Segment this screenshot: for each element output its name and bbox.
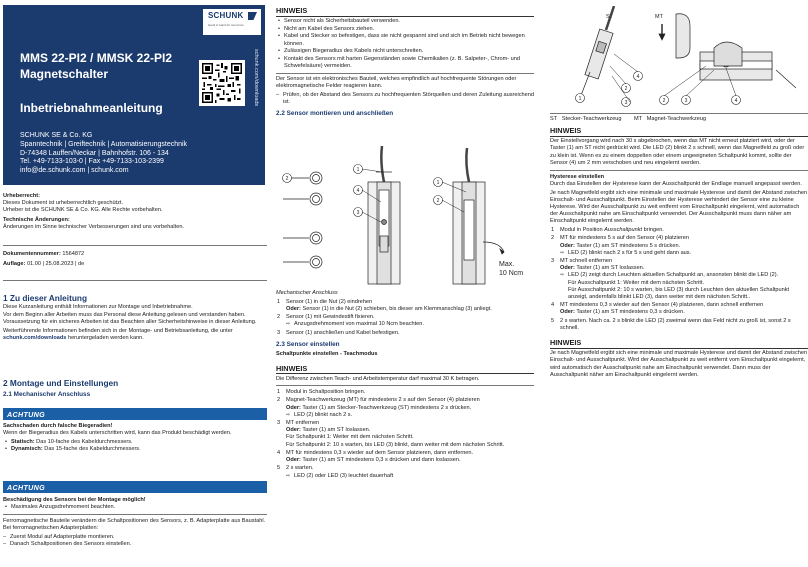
list-item: – Zuerst Modul auf Adapterplatte montieren. [3, 534, 267, 541]
section-2 [3, 378, 267, 399]
hysteresis-section [550, 126, 808, 380]
docnr-value: 1564872 [62, 251, 85, 257]
teach-tools-figure [550, 6, 806, 110]
item-label: Statisch: [11, 438, 35, 445]
company-address [20, 132, 187, 176]
item-text: Das 15-fache des Kabeldurchmessers. [42, 446, 141, 453]
step-alt-text: Taster (1) am ST mindestens 0,3 s drücken und dann loslassen. [300, 457, 461, 464]
step-number: 3 [277, 329, 281, 336]
or-label: Oder: [560, 242, 575, 249]
divider [550, 170, 808, 171]
document-type-title: Inbetriebnahmeanleitung [20, 101, 163, 115]
list-item: • Nicht am Kabel des Sensors ziehen. [276, 26, 534, 33]
step-number: 1 [551, 227, 555, 234]
item-text: Das 10-fache des Kabeldurchmessers. [34, 438, 133, 445]
warning-banner: ACHTUNG [3, 481, 267, 493]
callout-number: 3 [684, 98, 688, 104]
copyright-line: Urheber ist die SCHUNK SE & Co. KG. Alle Rechte vorbehalten. [3, 207, 163, 214]
or-label: Oder: [560, 265, 575, 272]
step [276, 450, 534, 464]
mt-label: MT [655, 14, 663, 20]
text: heruntergeladen werden kann. [66, 335, 144, 342]
step-number: 3 [551, 258, 555, 265]
step-text: Sensor (1) in die Nut (2) eindrehen [286, 298, 373, 305]
callout-number: 2 [662, 98, 666, 104]
teach-tools-illustration [550, 6, 806, 110]
text: Weiterführende Informationen befinden sich in der Montage- und Betriebsanleitung, die unter [3, 328, 233, 335]
step-note: Für Ausschaltpunkt 1: Weiter mit dem nächsten Schritt. [568, 279, 705, 286]
copyright-block [3, 193, 267, 231]
callout-number: 4 [734, 98, 738, 104]
step [550, 302, 808, 316]
paragraph: Je nach Magnetfeld ergibt sich eine minimale und maximale Hysterese und damit der Abstand zwischen Einschalt- und Ausschaltpunkt. Wird der Ausschaltpunkt zu weit entfernt vom Einschaltpunkt eingelernt, wird automatisch der Ausschaltpunkt nahe am Einschaltpunkt verwendet. Dann muss der Ausschaltpunkt näher am Einschaltpunkt eingelernt werden. [550, 350, 808, 378]
copyright-heading: Urheberrecht: [3, 193, 40, 199]
notice-heading: HINWEIS [550, 126, 808, 137]
divider [3, 245, 267, 246]
addr-line: D-74348 Lauffen/Neckar | Bahnhofstr. 106 - 134 [20, 149, 169, 157]
step [276, 420, 534, 449]
docnr-label: Dokumentennummer: [3, 251, 61, 257]
step-alt-text: Taster (1) am Stecker-Teachwerkzeug (ST) mindestens 2 s drücken. [300, 404, 472, 411]
divider [276, 385, 534, 386]
step-text: Modul in Position [560, 227, 605, 234]
list-item: – Danach Schaltpositionen des Sensors einstellen. [3, 541, 267, 548]
paragraph: Durch das Einstellen der Hysterese kann der Ausschaltpunkt der Endlage manuell angepasst werden. [550, 181, 802, 188]
steps-mounting [276, 290, 534, 481]
logo-tagline: Hand in hand for tomorrow [208, 23, 244, 27]
step-result: ⇨ LED (2) blinkt nach 2 s für 5 s und geht dann aus. [560, 250, 808, 257]
notice-heading: HINWEIS [276, 364, 534, 375]
dash-list [276, 92, 534, 106]
section-2-title: 2 Montage und Einstellungen [3, 378, 119, 388]
callout-number: 1 [356, 167, 360, 173]
list-item: • Sensor nicht als Sicherheitsbauteil verwenden. [276, 18, 534, 25]
logo-wordmark: SCHUNK [208, 11, 244, 20]
divider [3, 280, 267, 281]
paragraph: Ferromagnetische Bauteile verändern die Schaltpositionen des Sensors, z. B. Adapterplatte aus Baustahl. Bei ferromagnetischen Adapterplatten: [3, 518, 266, 532]
step-alt-text: Taster (1) am ST mindestens 5 s drücken. [574, 242, 681, 249]
paragraph: Die Differenz zwischen Teach- und Arbeitstemperatur darf maximal 30 K betragen. [276, 375, 480, 382]
mounting-steps [276, 299, 534, 337]
divider [276, 73, 534, 74]
edition-label: Auflage: [3, 260, 26, 267]
or-label: Oder: [286, 404, 301, 411]
legend-abbr: MT [633, 116, 643, 122]
callout-number: 2 [436, 198, 440, 204]
paragraph: Wenn der Biegeradius des Kabels unterschritten wird, kann das Produkt beschädigt werden. [3, 430, 232, 437]
mounting-figure [278, 142, 534, 286]
step-result: ⇨ LED (2) blinkt nach 2 s. [286, 412, 534, 419]
list-item: – Prüfen, ob der Abstand des Sensors zu hochfrequenten Störquellen und deren Zuleitung ausreichend ist. [276, 92, 534, 106]
bullet-list [276, 18, 534, 70]
warning-mounting [3, 497, 267, 548]
paragraph: Vor dem Beginn aller Arbeiten muss das Personal diese Anleitung gelesen und verstanden haben. Voraussetzung für ein sicheres Arbeiten ist das Beachten aller Sicherheitshinweise in dieser Anleitung. [3, 312, 257, 326]
bullet-list [3, 504, 267, 511]
notice-safety [276, 6, 534, 118]
step-number: 2 [551, 235, 555, 242]
legend-abbr: ST [550, 116, 558, 122]
callout-number: 4 [636, 74, 640, 80]
section-1-title: 1 Zu dieser Anleitung [3, 293, 88, 303]
callout-number: 1 [436, 180, 440, 186]
figure-caption: Mechanischer Anschluss [276, 290, 338, 296]
or-label: Oder: [286, 427, 301, 434]
step-text: 2 s warten. [286, 465, 314, 472]
logo-icon [248, 12, 257, 20]
dash-list [3, 534, 267, 548]
step-text: bringen. [642, 227, 664, 234]
step-text: MT schnell entfernen [560, 258, 613, 265]
notice-heading: HINWEIS [276, 6, 534, 17]
tech-changes-line: Änderungen im Sinne technischer Verbesserungen sind uns vorbehalten. [3, 224, 184, 231]
list-item: • Zulässigen Biegeradius des Kabels nicht unterschreiten. [276, 48, 534, 55]
section-1 [3, 293, 267, 344]
step-text: Sensor (1) mit Gewindestift fixieren. [286, 314, 375, 321]
or-label: Oder: [560, 309, 575, 316]
edition-value: 01.00 | 25.08.2023 | de [26, 260, 85, 267]
mounting-illustration [278, 142, 534, 286]
addr-line: info@de.schunk.com | schunk.com [20, 167, 129, 174]
list-item: • Kabel und Stecker so befestigen, dass sie nicht gespannt sind und sich im Betrieb nicht bewegen können. [276, 33, 534, 47]
step-note: Für Ausschaltpunkt 2: 10 s warten, bis LED (3) durch Leuchten den aktuellen Schaltpunkt anzeigt, andernfalls blinkt LED (3), dann weiter mit dem nächsten Schritt.. [568, 286, 790, 300]
addr-line: Tel. +49-7133-103-0 | Fax +49-7133-103-2399 [20, 158, 164, 166]
step-number: 1 [277, 389, 281, 396]
step-text: MT entfernen [286, 420, 320, 427]
list-item: • Kontakt des Sensors mit harten Gegenständen sowie Chemikalien (z. B. Salpeter-, Chrom- und Schwefelsäure) vermeiden. [276, 56, 534, 70]
notice-heading: HINWEIS [550, 338, 808, 349]
callout-number: 4 [356, 188, 360, 194]
step [550, 258, 808, 301]
warning-heading: Beschädigung des Sensors bei der Montage möglich! [3, 497, 146, 503]
or-label: Oder: [286, 305, 301, 312]
step-number: 2 [277, 314, 281, 321]
step [276, 330, 534, 337]
paragraph: Diese Kurzanleitung enthält Informationen zur Montage und Inbetriebnahme. [3, 303, 193, 310]
product-title-line1: MMS 22-PI2 / MMSK 22-PI2 [20, 51, 173, 65]
step-result: ⇨ Anzugsdrehmoment von maximal 10 Ncm beachten. [286, 321, 534, 328]
paragraph: Der Sensor ist ein elektronisches Bauteil, welches empfindlich auf hochfrequente Störungen oder elektromagnetische Felder reagieren kann. [276, 75, 517, 90]
downloads-url-vertical: schunk.com/downloads [253, 49, 260, 107]
legend-text: Stecker-Teachwerkzeug [561, 116, 622, 122]
step-text: 2 s warten. Nach ca. 2 s blinkt die LED (2) zweimal wenn das Feld nicht zu groß ist, sonst 2 s schnell. [560, 317, 791, 331]
step [550, 227, 808, 234]
tools-legend [550, 113, 808, 123]
step-alt-text: Taster (1) am ST mindestens 0,3 s drücken. [574, 309, 685, 316]
item-label: Dynamisch: [11, 446, 43, 453]
tech-changes-heading: Technische Änderungen: [3, 216, 70, 223]
paragraph: Je nach Magnetfeld ergibt sich eine minimale und maximale Hysterese und damit der Abstand zwischen Einschalt- und Ausschaltpunkt. Beim Einstellen der Hysterese verhindert der Sensor eine zu kleine Hysterese. Wird der Ausschaltpunkt zu weit entfernt vom Einschaltpunkt eingelernt, wird automatisch der Ausschaltpunkt nahe am Einschaltpunkt verwendet. Der Ausschaltpunkt muss dann näher am Einschaltpunkt eingelernt werden. [550, 189, 808, 225]
step-number: 4 [551, 302, 555, 309]
warning-bending-radius [3, 423, 267, 454]
teach-mode-heading: Schaltpunkte einstellen - Teachmodus [276, 350, 378, 357]
qr-code-icon [199, 60, 245, 106]
callout-number: 3 [624, 100, 628, 106]
step-alt-text: Taster (1) am ST loslassen. [574, 265, 645, 272]
bullet-list [3, 439, 267, 454]
step [550, 235, 808, 256]
paragraph [3, 328, 267, 342]
step-result: ⇨ LED (2) oder LED (3) leuchtet dauerhaft [286, 473, 534, 480]
product-title [20, 51, 172, 82]
copyright-line: Dieses Dokument ist urheberrechtlich geschützt. [3, 200, 124, 207]
step-result: ⇨ LED (2) zeigt durch Leuchten aktuellen Schaltpunkt an, ansonsten blinkt die LED (2). [560, 272, 808, 279]
step-number: 1 [277, 298, 281, 305]
step-number: 4 [277, 449, 281, 456]
section-2-1-title: 2.1 Mechanischer Anschluss [3, 390, 91, 398]
list-item [3, 446, 267, 453]
step-text: Sensor (1) anschließen und Kabel befestigen. [286, 329, 400, 336]
teach-steps [276, 389, 534, 480]
torque-label: Max. [499, 261, 515, 268]
document-info [3, 251, 267, 268]
warning-banner: ACHTUNG [3, 408, 267, 420]
callout-number: 3 [356, 210, 360, 216]
step [276, 314, 534, 328]
step-text: MT für mindestens 0,3 s wieder auf dem Sensor platzieren, dann entfernen. [286, 449, 474, 456]
step-text: MT mindestens 0,3 s wieder auf den Sensor (4) platzieren, dann schnell entfernen [560, 302, 764, 309]
legend-text: Magnet-Teachwerkzeug [646, 116, 707, 122]
step-text: Modul in Schaltposition bringen. [286, 389, 366, 396]
step [276, 299, 534, 313]
downloads-link[interactable]: schunk.com/downloads [3, 335, 67, 342]
callout-number: 2 [285, 176, 289, 182]
section-2-2-title: 2.2 Sensor montieren und anschließen [276, 110, 394, 118]
step-emphasis: Ausschaltpunkt [604, 227, 643, 234]
product-title-line2: Magnetschalter [20, 66, 109, 81]
schunk-logo [203, 9, 261, 35]
step-number: 2 [277, 397, 281, 404]
step-alt-text: Sensor (1) in die Nut (2) schieben, bis dieser am Klemmanschlag (3) anliegt. [300, 305, 492, 312]
step-text: MT für mindestens 5 s auf den Sensor (4) platzieren [560, 235, 689, 242]
addr-line: Spanntechnik | Greiftechnik | Automatisierungstechnik [20, 140, 188, 148]
or-label: Oder: [286, 457, 301, 464]
list-item: • Maximales Anzugsdrehmoment beachten. [3, 504, 267, 511]
step-note: Für Schaltpunkt 1: Weiter mit dem nächsten Schritt. [286, 434, 414, 441]
step-number: 3 [277, 420, 281, 427]
callout-number: 2 [624, 86, 628, 92]
warning-heading: Sachschaden durch falsche Biegeradien! [3, 423, 113, 429]
hysteresis-steps [550, 227, 808, 332]
step-number: 5 [277, 465, 281, 472]
step-number: 5 [551, 317, 555, 324]
step-text: Magnet-Teachwerkzeug (MT) für mindestens 2 s auf den Sensor (4) platzieren [286, 397, 480, 404]
step [276, 465, 534, 479]
section-2-3-title: 2.3 Sensor einstellen [276, 340, 340, 348]
callout-number: 1 [578, 96, 582, 102]
step-note: Für Schaltpunkt 2: 10 s warten, bis LED (3) blinkt, dann weiter mit dem nächsten Schritt. [286, 441, 505, 448]
step-alt-text: Taster (1) am ST loslassen. [300, 427, 371, 434]
st-label: ST [606, 14, 614, 20]
list-item [3, 439, 267, 446]
cover-panel [3, 5, 265, 185]
step [550, 318, 808, 332]
legend-row [550, 113, 808, 123]
hysteresis-heading: Hysterese einstellen [550, 173, 605, 180]
torque-value: 10 Ncm [499, 270, 524, 277]
step [276, 389, 534, 396]
paragraph: Der Einstellvorgang wird nach 30 s abgebrochen, wenn das MT nicht erneut platziert wird, oder der Taster (1) am ST nicht gedrückt wird. Die LED (2) blinkt 2 s schnell, wenn das Magnetfeld zu groß oder zu klein ist. Wenn es zu einem doppelten oder einem ungeeigneten Schaltpunkt kommt, sollte der Sensor (4) um 2 mm verschoben und neu eingelernt werden. [550, 138, 805, 166]
addr-line: SCHUNK SE & Co. KG [20, 132, 93, 139]
step [276, 397, 534, 418]
divider [3, 514, 267, 515]
